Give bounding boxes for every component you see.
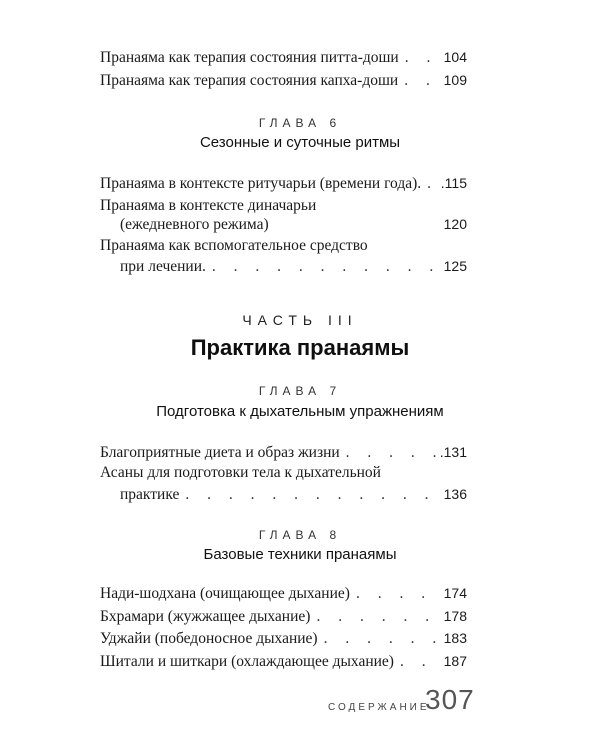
toc-entry[interactable]: [100, 172, 467, 194]
toc-entry[interactable]: [100, 69, 467, 91]
toc-entry[interactable]: [100, 441, 467, 463]
toc-entry-page: 104: [443, 49, 467, 65]
toc-entry-title: Пранаяма как терапия состояния капха-доши: [100, 72, 399, 89]
toc-entry-page: .115: [440, 175, 467, 191]
toc-entry-page: 109: [443, 72, 467, 88]
toc-entry-title: Нади-шодхана (очищающее дыхание): [100, 585, 350, 602]
chapter-label: ГЛАВА 8: [258, 528, 342, 542]
leader-dots: [356, 583, 440, 605]
toc-entry-page: 187: [443, 653, 467, 669]
toc-entry-title: (ежедневного режима): [120, 216, 269, 233]
toc-entry[interactable]: [100, 462, 467, 484]
chapter-title[interactable]: Сезонные и суточные ритмы: [199, 134, 401, 151]
leader-dots: [404, 70, 439, 92]
chapter-title[interactable]: Базовые техники пранаямы: [203, 546, 397, 563]
toc-entry[interactable]: [100, 627, 467, 649]
toc-entry[interactable]: [100, 605, 467, 627]
toc-entry[interactable]: [100, 582, 467, 604]
leader-dots: [400, 651, 440, 673]
toc-entry-title: при лечении.: [120, 258, 206, 275]
toc-entry-page: 125: [443, 258, 467, 274]
toc-entry-title: Пранаяма как вспомогательное средство: [100, 237, 368, 254]
toc-entry-continued[interactable]: [120, 483, 467, 505]
part-title[interactable]: Практика пранаямы: [190, 335, 410, 360]
toc-entry-title: Бхрамари (жужжащее дыхание): [100, 608, 311, 625]
toc-entry-continued[interactable]: [120, 255, 467, 277]
leader-dots: [316, 606, 439, 628]
toc-entry-title: Пранаяма как терапия состояния питта-доши: [100, 49, 399, 66]
part-label: ЧАСТЬ III: [242, 312, 358, 328]
leader-dots: [185, 484, 439, 506]
toc-entry-title: Благоприятные диета и образ жизни: [100, 444, 340, 461]
chapter-title[interactable]: Подготовка к дыхательным упражнениям: [156, 403, 444, 420]
toc-entry-page: 120: [443, 216, 467, 232]
toc-entry-title: Пранаяма в контексте диначарьи: [100, 197, 317, 214]
toc-entry-title: Асаны для подготовки тела к дыхательной: [100, 464, 381, 481]
toc-entry-page: 178: [443, 608, 467, 624]
leader-dots: [427, 173, 437, 195]
toc-entry-page: 136: [443, 486, 467, 502]
toc-entry[interactable]: [100, 650, 467, 672]
toc-entry-page: 183: [443, 630, 467, 646]
page-number: 307: [425, 684, 475, 715]
leader-dots: [405, 47, 440, 69]
chapter-label: ГЛАВА 7: [258, 384, 342, 398]
running-footer-label: СОДЕРЖАНИЕ: [328, 702, 430, 713]
toc-entry[interactable]: [100, 46, 467, 68]
chapter-label: ГЛАВА 6: [258, 116, 342, 130]
toc-entry-page: .131: [439, 444, 467, 460]
toc-entry-title: практике: [120, 486, 180, 503]
toc-entry-title: Уджайи (победоносное дыхание): [100, 630, 318, 647]
toc-entry-title: Пранаяма в контексте ритучарьи (времени года).: [100, 175, 422, 192]
toc-entry-title: Шитали и шиткари (охлаждающее дыхание): [100, 653, 394, 670]
toc-entry-continued[interactable]: [120, 213, 467, 235]
leader-dots: [212, 256, 440, 278]
leader-dots: [346, 442, 436, 464]
toc-entry[interactable]: [100, 235, 467, 257]
leader-dots: [324, 628, 440, 650]
toc-entry-page: 174: [443, 585, 467, 601]
